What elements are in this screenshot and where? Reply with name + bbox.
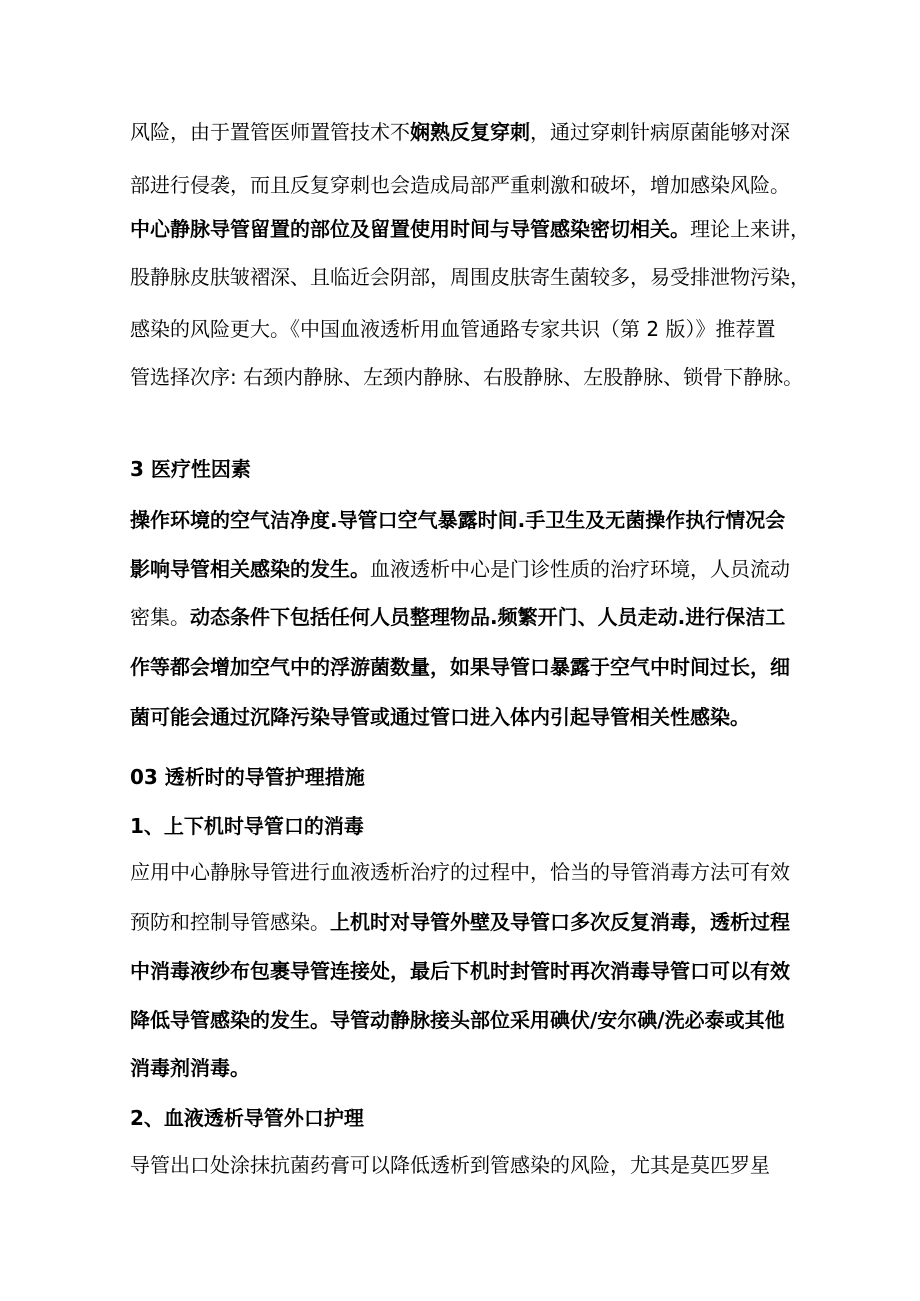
section-heading <box>130 762 810 792</box>
subsection-heading <box>130 1103 810 1133</box>
text-segment: 感染的风险更大。《中国血液透析用血管通路专家共识（第 2 版）》推荐置 <box>130 317 776 341</box>
text-line <box>130 1150 810 1180</box>
text-line <box>130 602 810 632</box>
text-segment-bold: 娴熟反复穿刺 <box>410 120 530 144</box>
text-line <box>130 362 810 392</box>
text-segment: 理论上来讲， <box>690 217 810 241</box>
text-line <box>130 702 810 732</box>
text-segment: 管选择次序: 右颈内静脉、左颈内静脉、右股静脉、左股静脉、锁骨下静脉。 <box>130 365 804 389</box>
text-line <box>130 554 810 584</box>
heading-text: 3 医疗性因素 <box>130 457 251 481</box>
text-segment: 血液透析中心是门诊性质的治疗环境，人员流动 <box>370 557 790 581</box>
text-segment-bold: 消毒剂消毒。 <box>130 1056 250 1080</box>
section-heading <box>130 454 810 484</box>
text-line <box>130 1053 810 1083</box>
text-line <box>130 956 810 986</box>
text-line <box>130 1005 810 1035</box>
text-line <box>130 117 810 147</box>
text-segment-bold: 中消毒液纱布包裹导管连接处，最后下机时封管时再次消毒导管口可以有效 <box>130 959 790 983</box>
text-line <box>130 652 810 682</box>
text-line <box>130 214 810 244</box>
text-segment: 导管出口处涂抹抗菌药膏可以降低透析到管感染的风险，尤其是莫匹罗星 <box>130 1153 770 1177</box>
text-line <box>130 857 810 887</box>
text-line <box>130 907 810 937</box>
text-segment-bold: 作等都会增加空气中的浮游菌数量，如果导管口暴露于空气中时间过长，细 <box>130 655 790 679</box>
text-line <box>130 505 810 535</box>
text-segment-bold: 影响导管相关感染的发生。 <box>130 557 370 581</box>
text-segment-bold: 菌可能会通过沉降污染导管或通过管口进入体内引起导管相关性感染。 <box>130 705 750 729</box>
heading-text: 1、上下机时导管口的消毒 <box>130 814 364 838</box>
text-line <box>130 170 810 200</box>
heading-text: 2、血液透析导管外口护理 <box>130 1106 364 1130</box>
text-line <box>130 314 810 344</box>
subsection-heading <box>130 811 810 841</box>
heading-text: 03 透析时的导管护理措施 <box>130 765 365 789</box>
text-segment: 应用中心静脉导管进行血液透析治疗的过程中，恰当的导管消毒方法可有效 <box>130 860 790 884</box>
text-segment-bold: 中心静脉导管留置的部位及留置使用时间与导管感染密切相关。 <box>130 217 690 241</box>
text-segment: 股静脉皮肤皱褶深、且临近会阴部，周围皮肤寄生菌较多，易受排泄物污染， <box>130 265 810 289</box>
text-segment: 部进行侵袭，而且反复穿刺也会造成局部严重刺激和破坏，增加感染风险。 <box>130 173 790 197</box>
text-segment-bold: 上机时对导管外壁及导管口多次反复消毒，透析过程 <box>330 910 790 934</box>
text-line <box>130 262 810 292</box>
text-segment: 预防和控制导管感染。 <box>130 910 330 934</box>
text-segment-bold: 降低导管感染的发生。导管动静脉接头部位采用碘伏/安尔碘/洗必泰或其他 <box>130 1008 785 1032</box>
text-segment: 风险，由于置管医师置管技术不 <box>130 120 410 144</box>
text-segment-bold: 动态条件下包括任何人员整理物品.频繁开门、人员走动.进行保洁工 <box>190 605 786 629</box>
text-segment: ，通过穿刺针病原菌能够对深 <box>530 120 790 144</box>
text-segment-bold: 操作环境的空气洁净度.导管口空气暴露时间.手卫生及无菌操作执行情况会 <box>130 508 786 532</box>
text-segment: 密集。 <box>130 605 190 629</box>
